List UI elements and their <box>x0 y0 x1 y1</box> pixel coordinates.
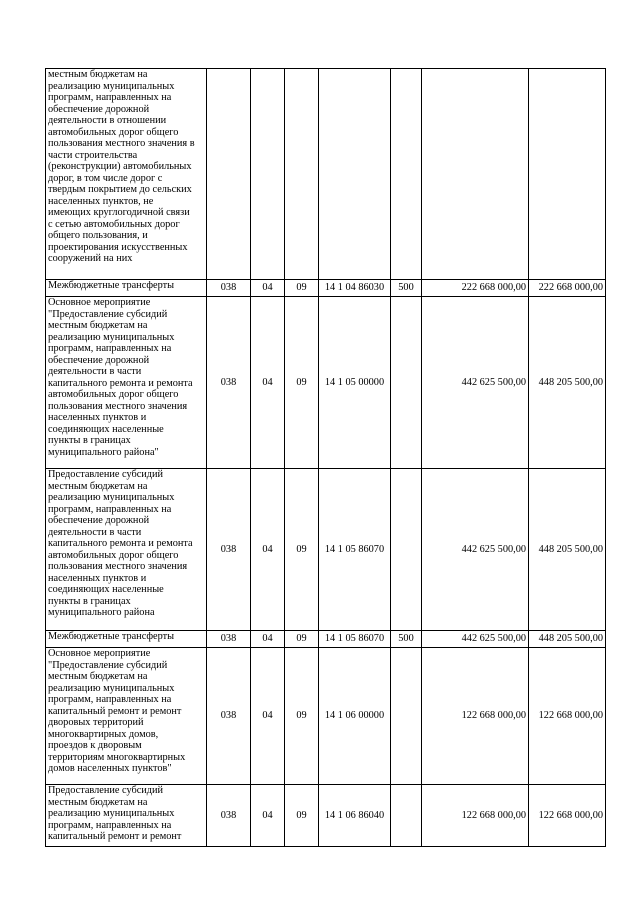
vr-cell <box>391 69 422 280</box>
gr-cell: 038 <box>207 469 251 631</box>
sum-2-cell <box>529 69 606 280</box>
sum-2-cell: 122 668 000,00 <box>529 648 606 785</box>
rz-cell: 04 <box>251 469 285 631</box>
pr-cell <box>285 69 319 280</box>
pr-cell: 09 <box>285 469 319 631</box>
sum-2-cell: 122 668 000,00 <box>529 785 606 847</box>
sum-1-cell: 122 668 000,00 <box>422 648 529 785</box>
row-name-cell: Предоставление субсидий местным бюджетам на реализацию муниципальных программ, направленных на капитальный ремонт и ремонт <box>46 785 207 847</box>
csr-cell: 14 1 05 00000 <box>319 297 391 469</box>
gr-cell: 038 <box>207 280 251 297</box>
vr-cell <box>391 785 422 847</box>
row-name-cell: местным бюджетам на реализацию муниципальных программ, направленных на обеспечение дорожной деятельности в отношении автомобильных дорог общего пользования местного значения в части строительства (реконструкции) автомобильных дорог, в том числе дорог с твердым покрытием до сельских населенных пунктов, не имеющих круглогодичной связи с сетью автомобильных дорог общего пользования, и проектирования искусственных сооружений на них <box>46 69 207 280</box>
rz-cell: 04 <box>251 648 285 785</box>
csr-cell: 14 1 06 86040 <box>319 785 391 847</box>
pr-cell: 09 <box>285 297 319 469</box>
vr-cell <box>391 469 422 631</box>
row-name-cell: Предоставление субсидий местным бюджетам на реализацию муниципальных программ, направленных на обеспечение дорожной деятельности в части капитального ремонта и ремонта автомобильных дорог общего пользования местного значения населенных пунктов и соединяющих населенные пункты в границах муниципального района <box>46 469 207 631</box>
table-row <box>46 631 606 648</box>
rz-cell: 04 <box>251 297 285 469</box>
sum-2-cell: 448 205 500,00 <box>529 297 606 469</box>
row-name-cell: Основное мероприятие "Предоставление субсидий местным бюджетам на реализацию муниципальных программ, направленных на капитальный ремонт и ремонт дворовых территорий многоквартирных домов, проездов к дворовым территориям многоквартирных домов населенных пунктов" <box>46 648 207 785</box>
budget-table <box>45 68 606 847</box>
rz-cell <box>251 69 285 280</box>
sum-1-cell: 442 625 500,00 <box>422 469 529 631</box>
row-name-cell: Основное мероприятие "Предоставление субсидий местным бюджетам на реализацию муниципальных программ, направленных на обеспечение дорожной деятельности в части капитального ремонта и ремонта автомобильных дорог общего пользования местного значения населенных пунктов и соединяющих населенные пункты в границах муниципального района" <box>46 297 207 469</box>
table-row <box>46 280 606 297</box>
gr-cell <box>207 69 251 280</box>
vr-cell: 500 <box>391 631 422 648</box>
gr-cell: 038 <box>207 631 251 648</box>
pr-cell: 09 <box>285 785 319 847</box>
vr-cell <box>391 297 422 469</box>
gr-cell: 038 <box>207 648 251 785</box>
sum-1-cell: 122 668 000,00 <box>422 785 529 847</box>
csr-cell: 14 1 04 86030 <box>319 280 391 297</box>
vr-cell: 500 <box>391 280 422 297</box>
sum-2-cell: 222 668 000,00 <box>529 280 606 297</box>
gr-cell: 038 <box>207 785 251 847</box>
rz-cell: 04 <box>251 631 285 648</box>
csr-cell: 14 1 05 86070 <box>319 469 391 631</box>
vr-cell <box>391 648 422 785</box>
table-row <box>46 297 606 469</box>
csr-cell: 14 1 06 00000 <box>319 648 391 785</box>
sum-1-cell <box>422 69 529 280</box>
row-name-cell: Межбюджетные трансферты <box>46 631 207 648</box>
table-row <box>46 69 606 280</box>
row-name-cell: Межбюджетные трансферты <box>46 280 207 297</box>
csr-cell: 14 1 05 86070 <box>319 631 391 648</box>
gr-cell: 038 <box>207 297 251 469</box>
csr-cell <box>319 69 391 280</box>
sum-1-cell: 442 625 500,00 <box>422 297 529 469</box>
sum-2-cell: 448 205 500,00 <box>529 469 606 631</box>
sum-1-cell: 222 668 000,00 <box>422 280 529 297</box>
sum-1-cell: 442 625 500,00 <box>422 631 529 648</box>
pr-cell: 09 <box>285 648 319 785</box>
table-row <box>46 785 606 847</box>
pr-cell: 09 <box>285 280 319 297</box>
table-row <box>46 469 606 631</box>
pr-cell: 09 <box>285 631 319 648</box>
table-row <box>46 648 606 785</box>
sum-2-cell: 448 205 500,00 <box>529 631 606 648</box>
rz-cell: 04 <box>251 785 285 847</box>
rz-cell: 04 <box>251 280 285 297</box>
